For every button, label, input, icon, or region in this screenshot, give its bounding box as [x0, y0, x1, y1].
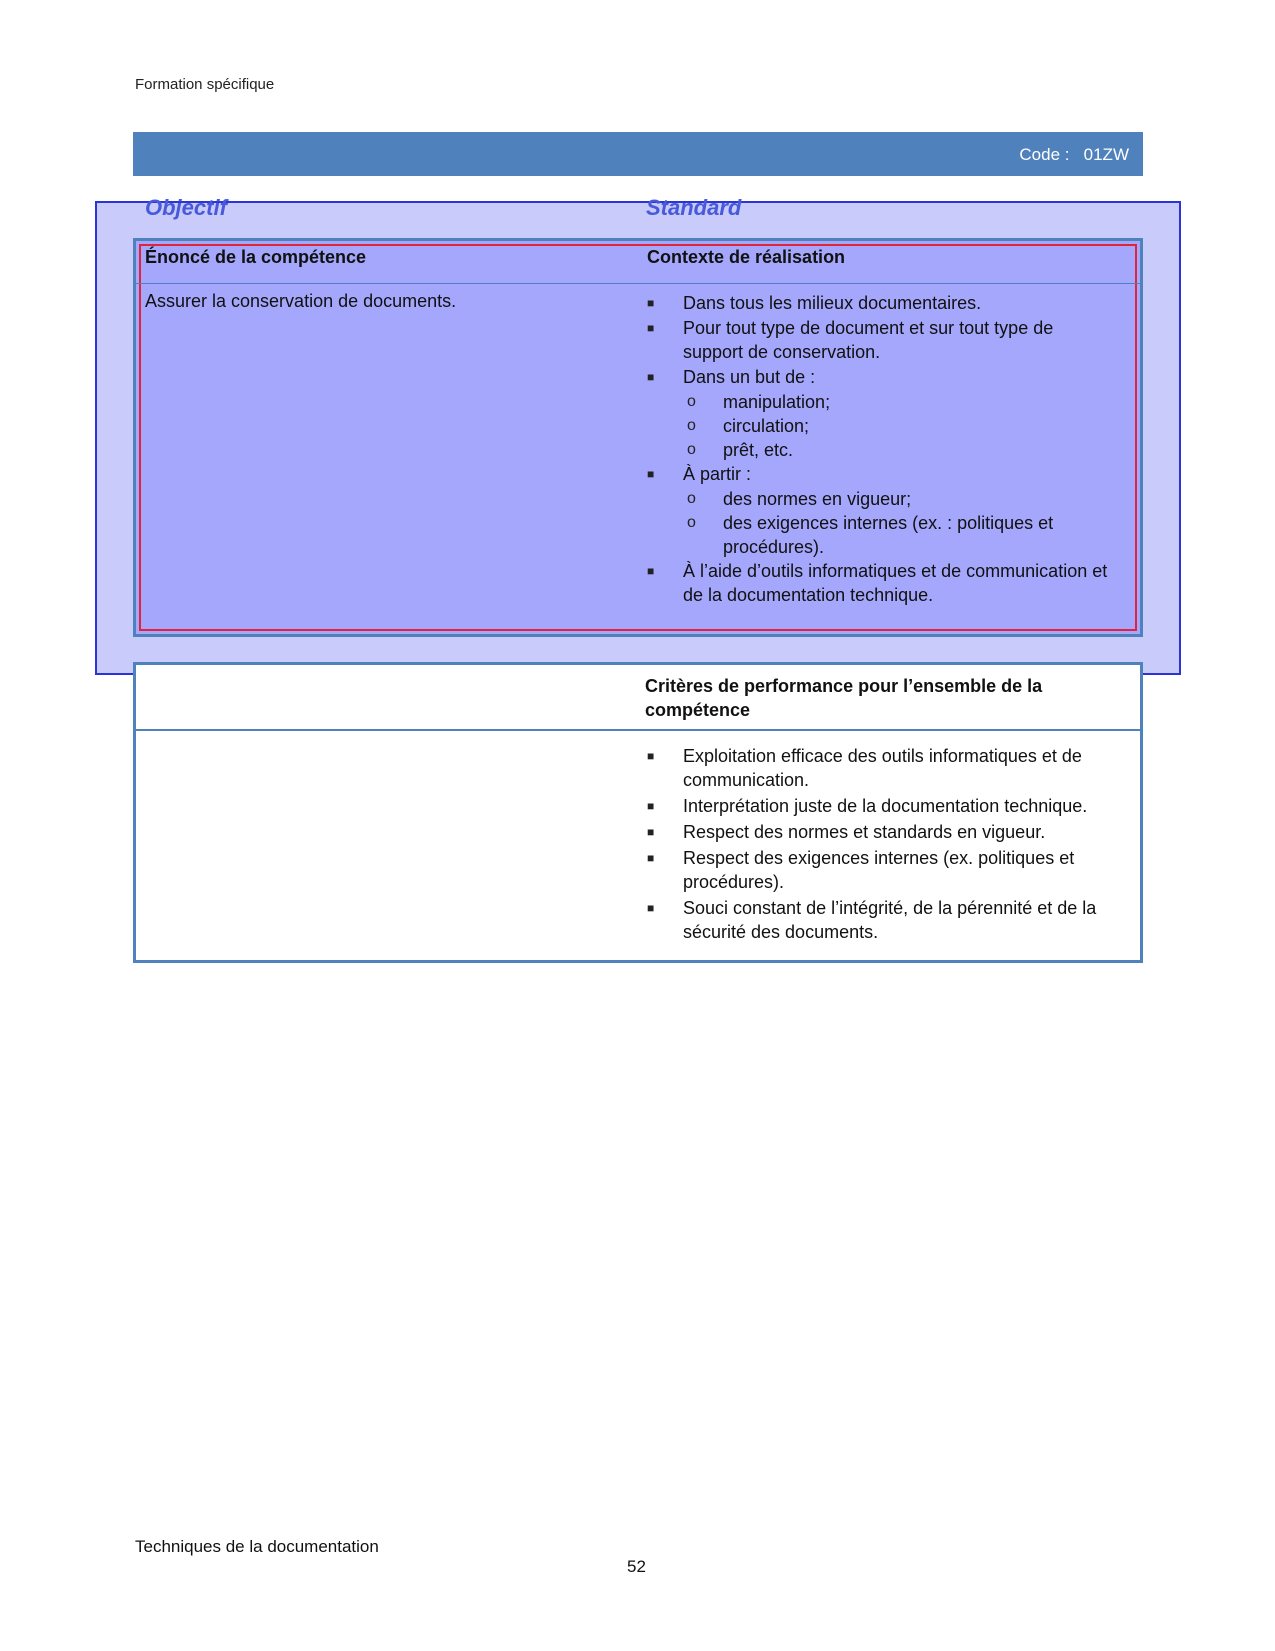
sub-list-item: o prêt, etc.: [647, 438, 1117, 462]
competency-code: Code : 01ZW: [1019, 145, 1129, 164]
performance-criteria-header: Critères de performance pour l’ensemble de la compétence: [645, 676, 1043, 720]
performance-table-divider: [136, 729, 1140, 731]
list-item: ■ Respect des normes et standards en vigueur.: [647, 820, 1117, 844]
competence-statement: Assurer la conservation de documents.: [145, 291, 457, 311]
running-header: Formation spécifique: [135, 76, 275, 93]
standard-heading: Standard: [646, 195, 742, 220]
sub-list-item: o des exigences internes (ex. : politiques et procédures).: [647, 511, 1117, 559]
list-item: ■ À l’aide d’outils informatiques et de communication et de la documentation technique.: [647, 559, 1117, 607]
statement-column-header: Énoncé de la compétence: [145, 247, 367, 267]
page-number: 52: [627, 1557, 646, 1576]
context-column-header: Contexte de réalisation: [647, 247, 846, 267]
objective-heading: Objectif: [145, 195, 227, 220]
list-item: ■ Souci constant de l’intégrité, de la pérennité et de la sécurité des documents.: [647, 896, 1117, 944]
sub-list-item: o circulation;: [647, 414, 1117, 438]
code-bar: [133, 132, 1143, 176]
sub-list-item: o des normes en vigueur;: [647, 487, 1117, 511]
context-list: [647, 291, 1117, 608]
list-item: ■ Respect des exigences internes (ex. politiques et procédures).: [647, 846, 1117, 894]
performance-criteria-list: [647, 744, 1117, 946]
footer-program-name: Techniques de la documentation: [135, 1537, 379, 1556]
list-item: ■ Dans un but de :: [647, 365, 1117, 389]
list-item: ■ Pour tout type de document et sur tout type de support de conservation.: [647, 316, 1117, 364]
list-item: ■ Dans tous les milieux documentaires.: [647, 291, 1117, 315]
list-item: ■ Interprétation juste de la documentation technique.: [647, 794, 1117, 818]
sub-list-item: o manipulation;: [647, 390, 1117, 414]
list-item: ■ Exploitation efficace des outils informatiques et de communication.: [647, 744, 1117, 792]
competence-table-divider: [136, 283, 1140, 284]
list-item: ■ À partir :: [647, 462, 1117, 486]
